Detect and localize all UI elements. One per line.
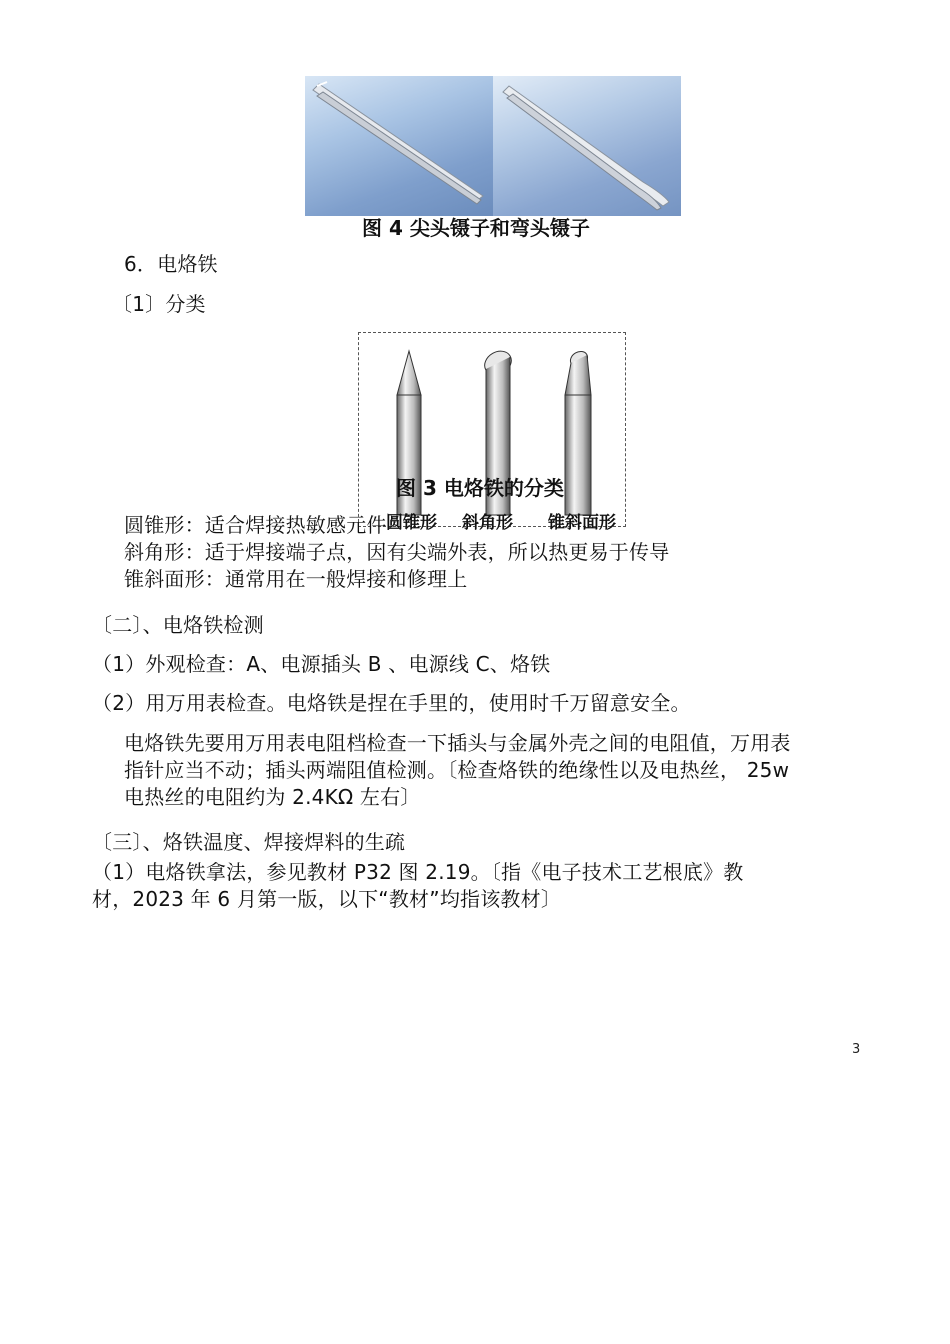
section-er-item1: （1）外观检查：A、电源插头 B 、电源线 C、烙铁 xyxy=(92,652,551,676)
section-er-item2: （2）用万用表检查。电烙铁是捏在手里的，使用时千万留意安全。 xyxy=(92,691,691,715)
section-er-title: 〔二〕、电烙铁检测 xyxy=(92,613,264,637)
figure4-caption: 图 4 尖头镊子和弯头镊子 xyxy=(362,216,590,240)
pointed-tweezers-image xyxy=(305,76,493,216)
tip-label-cone-bevel: 锥斜面形 xyxy=(548,513,616,533)
tip-type-cone-bevel: 锥斜面形：通常用在一般焊接和修理上 xyxy=(124,567,468,591)
bent-tweezers-image xyxy=(493,76,681,216)
section-er-para-line1: 电烙铁先要用万用表电阻档检查一下插头与金属外壳之间的电阻值，万用表 xyxy=(124,731,791,755)
page-number: 3 xyxy=(852,1042,861,1057)
tip-type-bevel: 斜角形：适于焊接端子点，因有尖端外表，所以热更易于传导 xyxy=(124,540,670,564)
section-san-item1-line1: （1）电烙铁拿法，参见教材 P32 图 2.19。〔指《电子技术工艺根底》教 xyxy=(92,860,744,884)
tip-label-bevel: 斜角形 xyxy=(462,513,513,533)
section6-title: 6．电烙铁 xyxy=(124,252,218,276)
section-er-para-line2: 指针应当不动；插头两端阻值检测。〔检查烙铁的绝缘性以及电热丝， 25w xyxy=(124,758,790,782)
tip-type-conical: 圆锥形：适合焊接热敏感元件 xyxy=(124,513,387,537)
tip-label-conical: 圆锥形 xyxy=(386,513,437,533)
section-er-para-line3: 电热丝的电阻约为 2.4KΩ 左右〕 xyxy=(124,785,421,809)
tweezers-photo xyxy=(305,76,681,216)
section6-sub1: 〔1〕分类 xyxy=(112,292,206,316)
section-san-title: 〔三〕、烙铁温度、焊接焊料的生疏 xyxy=(92,830,406,854)
section-san-item1-line2: 材，2023 年 6 月第一版，以下“教材”均指该教材〕 xyxy=(92,887,562,911)
cone-bevel-tip-icon xyxy=(565,348,591,515)
figure3-caption: 图 3 电烙铁的分类 xyxy=(396,476,564,500)
